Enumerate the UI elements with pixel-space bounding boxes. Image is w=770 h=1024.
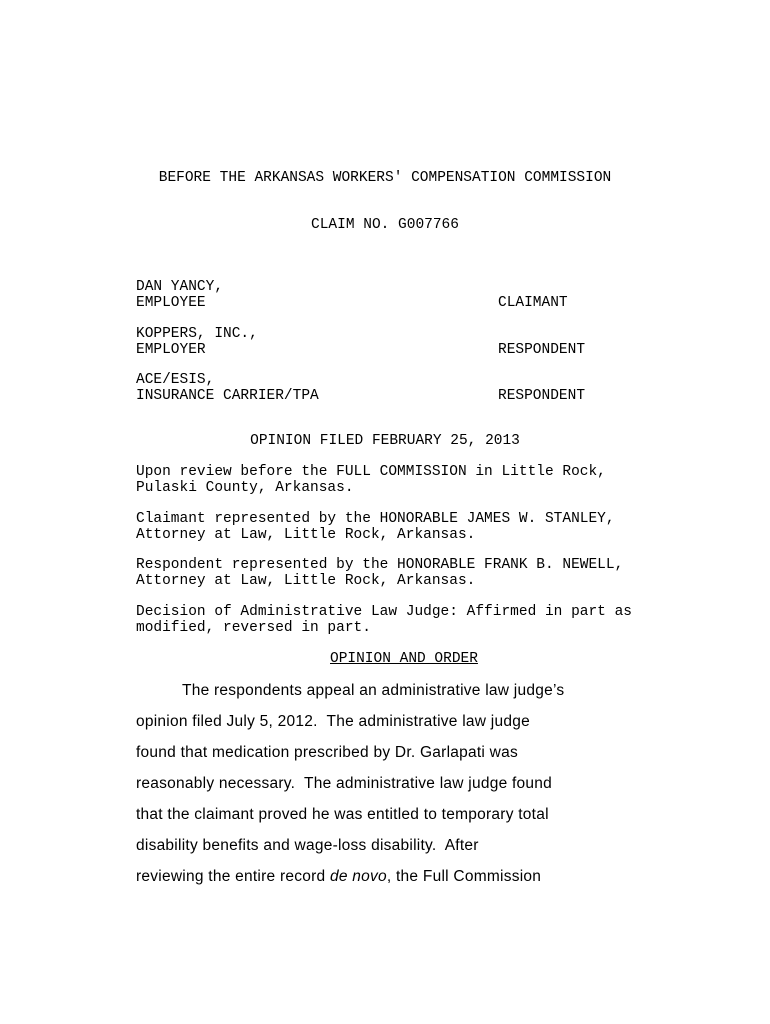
party-role: EMPLOYEE — [136, 295, 206, 311]
party-designation: RESPONDENT — [498, 342, 586, 358]
text-line: modified, reversed in part. — [136, 620, 371, 636]
party-role: EMPLOYER — [136, 342, 206, 358]
body-line: that the claimant proved he was entitled to temporary total — [136, 806, 549, 823]
commission-heading: BEFORE THE ARKANSAS WORKERS' COMPENSATION COMMISSION — [158, 170, 612, 186]
text-segment: , the Full Commission — [386, 868, 542, 885]
text-line: Decision of Administrative Law Judge: Affirmed in part as — [136, 604, 632, 620]
text-line: Pulaski County, Arkansas. — [136, 480, 354, 496]
body-line: found that medication prescribed by Dr. Garlapati was — [136, 744, 518, 761]
body-line: reasonably necessary. The administrative law judge found — [136, 775, 553, 792]
text-line: Attorney at Law, Little Rock, Arkansas. — [136, 573, 476, 589]
text-line: Claimant represented by the HONORABLE JAMES W. STANLEY, — [136, 511, 615, 527]
text-line: Upon review before the FULL COMMISSION in Little Rock, — [136, 464, 606, 480]
body-line: opinion filed July 5, 2012. The administrative law judge — [136, 713, 530, 730]
section-title: OPINION AND ORDER — [330, 651, 478, 667]
body-line: The respondents appeal an administrative law judge’s — [182, 682, 565, 699]
party-name: DAN YANCY, — [136, 279, 224, 295]
party-role: INSURANCE CARRIER/TPA — [136, 388, 319, 404]
text-line: Attorney at Law, Little Rock, Arkansas. — [136, 527, 476, 543]
text-line: Respondent represented by the HONORABLE FRANK B. NEWELL, — [136, 557, 624, 573]
party-name: ACE/ESIS, — [136, 372, 215, 388]
party-designation: CLAIMANT — [498, 295, 568, 311]
party-designation: RESPONDENT — [498, 388, 586, 404]
text-segment: reviewing the entire record — [136, 868, 330, 885]
body-line — [136, 868, 541, 885]
claim-number: CLAIM NO. G007766 — [311, 217, 459, 233]
opinion-filed-date: OPINION FILED FEBRUARY 25, 2013 — [250, 433, 520, 449]
body-line: disability benefits and wage-loss disability. After — [136, 837, 479, 854]
party-name: KOPPERS, INC., — [136, 326, 258, 342]
italic-term: de novo — [329, 868, 387, 885]
